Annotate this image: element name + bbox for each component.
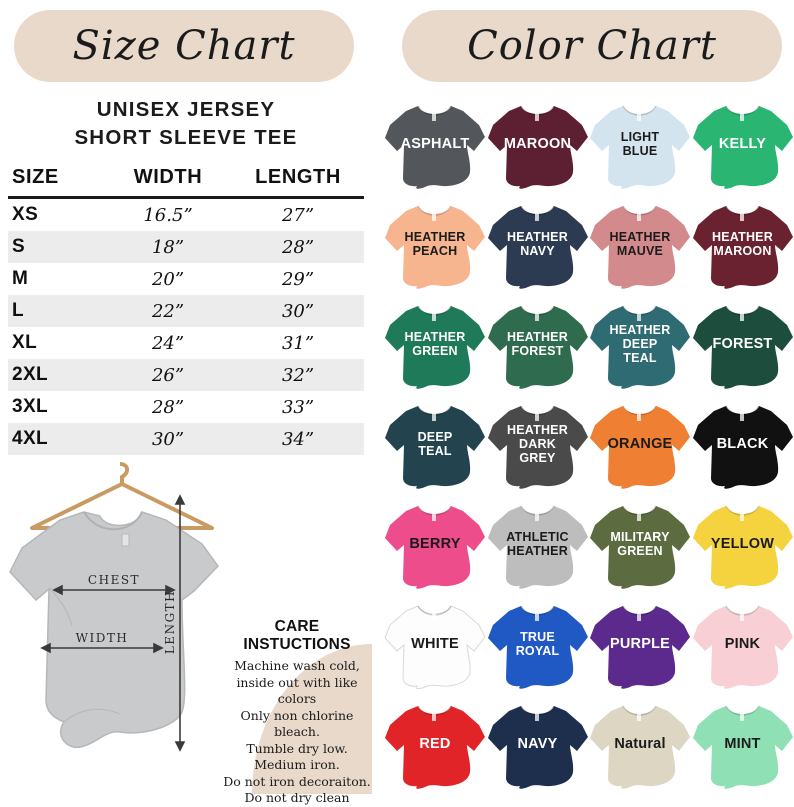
table-row <box>8 327 364 359</box>
color-swatch[interactable] <box>692 692 794 790</box>
color-swatch[interactable] <box>384 192 486 290</box>
column-header-size: SIZE <box>8 160 104 198</box>
size-chart-panel <box>0 0 372 805</box>
color-chart-panel <box>378 0 794 794</box>
color-swatch-label: FOREST <box>712 335 773 352</box>
care-line: Do not dry clean <box>244 790 350 805</box>
color-swatch-label: MILITARY GREEN <box>610 530 670 558</box>
cell-size: M <box>12 268 29 289</box>
product-heading-line1: UNISEX JERSEY <box>96 98 276 121</box>
color-swatch-label: HEATHER MAUVE <box>609 230 671 258</box>
color-swatch-label: NAVY <box>517 735 558 752</box>
cell-length: 29” <box>281 268 315 290</box>
color-swatch-label: Natural <box>614 735 666 752</box>
care-line: Machine wash cold, <box>234 658 360 673</box>
table-row <box>8 263 364 295</box>
color-swatch-label: YELLOW <box>710 535 775 552</box>
color-swatch-label: HEATHER PEACH <box>404 230 466 258</box>
color-swatch[interactable] <box>589 392 691 490</box>
color-swatch-label: RED <box>419 735 451 752</box>
care-line: Tumble dry low. <box>246 740 348 756</box>
color-swatch[interactable] <box>589 292 691 390</box>
care-line: inside out with like colors <box>236 674 358 706</box>
color-swatch[interactable] <box>692 292 794 390</box>
color-swatch-label: HEATHER DARK GREY <box>507 423 568 465</box>
table-body <box>8 198 364 456</box>
color-swatch[interactable] <box>692 392 794 490</box>
color-swatch-label: HEATHER FOREST <box>507 330 568 358</box>
color-swatch-grid <box>384 92 794 790</box>
product-heading <box>0 96 372 151</box>
length-label: LENGTH <box>163 589 177 655</box>
color-swatch-label: LIGHT BLUE <box>620 130 660 158</box>
size-chart-banner <box>14 10 354 82</box>
color-swatch[interactable] <box>692 92 794 190</box>
color-swatch[interactable] <box>487 592 589 690</box>
chest-label: CHEST <box>87 573 141 587</box>
table-header-row <box>8 160 364 198</box>
cell-width: 28” <box>151 396 185 418</box>
color-swatch-label: ORANGE <box>607 435 673 452</box>
color-swatch[interactable] <box>384 92 486 190</box>
care-instructions-title: CARE INSTUCTIONS <box>243 618 351 653</box>
tshirt-measurement-illustration <box>2 450 238 780</box>
cell-width: 16.5” <box>143 204 193 226</box>
cell-length: 31” <box>281 332 315 354</box>
table-row <box>8 231 364 263</box>
color-swatch-label: TRUE ROYAL <box>515 630 560 658</box>
size-measurements-table <box>8 160 364 455</box>
tshirt-body <box>10 512 218 747</box>
cell-size: L <box>8 295 104 327</box>
cell-width: 24” <box>151 332 185 354</box>
cell-width: 20” <box>151 268 185 290</box>
cell-width: 22” <box>104 295 232 327</box>
color-swatch-label: BLACK <box>716 435 769 452</box>
color-swatch-label: BERRY <box>409 535 461 552</box>
cell-length: 27” <box>281 204 315 226</box>
cell-width: 26” <box>104 359 232 391</box>
hanger-icon <box>32 464 212 528</box>
color-swatch-label: HEATHER GREEN <box>404 330 466 358</box>
cell-size: XL <box>12 332 38 353</box>
cell-size: 4XL <box>8 423 104 455</box>
color-swatch[interactable] <box>487 192 589 290</box>
care-line: Medium iron. <box>254 757 340 772</box>
color-swatch[interactable] <box>487 292 589 390</box>
color-swatch[interactable] <box>487 92 589 190</box>
color-swatch[interactable] <box>589 492 691 590</box>
color-swatch[interactable] <box>692 592 794 690</box>
color-swatch-label: WHITE <box>411 635 459 652</box>
color-swatch-label: DEEP TEAL <box>417 430 453 458</box>
cell-size: 2XL <box>8 359 104 391</box>
column-header-length: LENGTH <box>232 160 364 198</box>
color-swatch[interactable] <box>692 192 794 290</box>
color-swatch[interactable] <box>589 92 691 190</box>
color-swatch[interactable] <box>384 292 486 390</box>
color-swatch[interactable] <box>384 692 486 790</box>
cell-width: 30” <box>104 423 232 455</box>
cell-size: XS <box>12 204 39 225</box>
cell-width: 18” <box>104 231 232 263</box>
color-swatch[interactable] <box>589 692 691 790</box>
cell-length: 34” <box>232 423 364 455</box>
table-row <box>8 295 364 327</box>
cell-size: S <box>8 231 104 263</box>
color-swatch[interactable] <box>589 192 691 290</box>
color-swatch[interactable] <box>384 392 486 490</box>
color-chart-banner <box>402 10 782 82</box>
color-swatch[interactable] <box>384 492 486 590</box>
color-swatch[interactable] <box>384 592 486 690</box>
care-line: Only non chlorine bleach. <box>240 707 354 739</box>
width-label: WIDTH <box>75 631 129 645</box>
table-row <box>8 359 364 391</box>
color-swatch-label: PURPLE <box>609 635 670 652</box>
care-instructions <box>222 618 372 807</box>
color-swatch-label: HEATHER DEEP TEAL <box>609 323 671 365</box>
cell-size: 3XL <box>12 396 49 417</box>
table-row <box>8 198 364 232</box>
color-swatch-label: ATHLETIC HEATHER <box>506 530 569 558</box>
color-swatch[interactable] <box>692 492 794 590</box>
tshirt-svg <box>2 450 238 780</box>
color-swatch-label: HEATHER NAVY <box>507 230 568 258</box>
color-swatch-label: ASPHALT <box>400 135 470 152</box>
color-swatch-label: MINT <box>724 735 761 752</box>
color-swatch-label: PINK <box>724 635 761 652</box>
color-swatch[interactable] <box>589 592 691 690</box>
cell-length: 30” <box>232 295 364 327</box>
table-row <box>8 391 364 423</box>
product-heading-line2: SHORT SLEEVE TEE <box>74 125 298 149</box>
cell-length: 32” <box>232 359 364 391</box>
color-swatch-label: KELLY <box>718 135 767 152</box>
color-swatch[interactable] <box>487 692 589 790</box>
color-swatch[interactable] <box>487 392 589 490</box>
color-swatch[interactable] <box>487 492 589 590</box>
care-line: Do not iron decoraiton. <box>223 773 371 789</box>
color-chart-title: Color Chart <box>467 23 717 69</box>
cell-length: 33” <box>281 396 315 418</box>
color-swatch-label: HEATHER MAROON <box>712 230 773 258</box>
size-chart-title: Size Chart <box>72 23 296 69</box>
color-swatch-label: MAROON <box>503 135 572 152</box>
column-header-width: WIDTH <box>104 160 232 198</box>
cell-length: 28” <box>232 231 364 263</box>
